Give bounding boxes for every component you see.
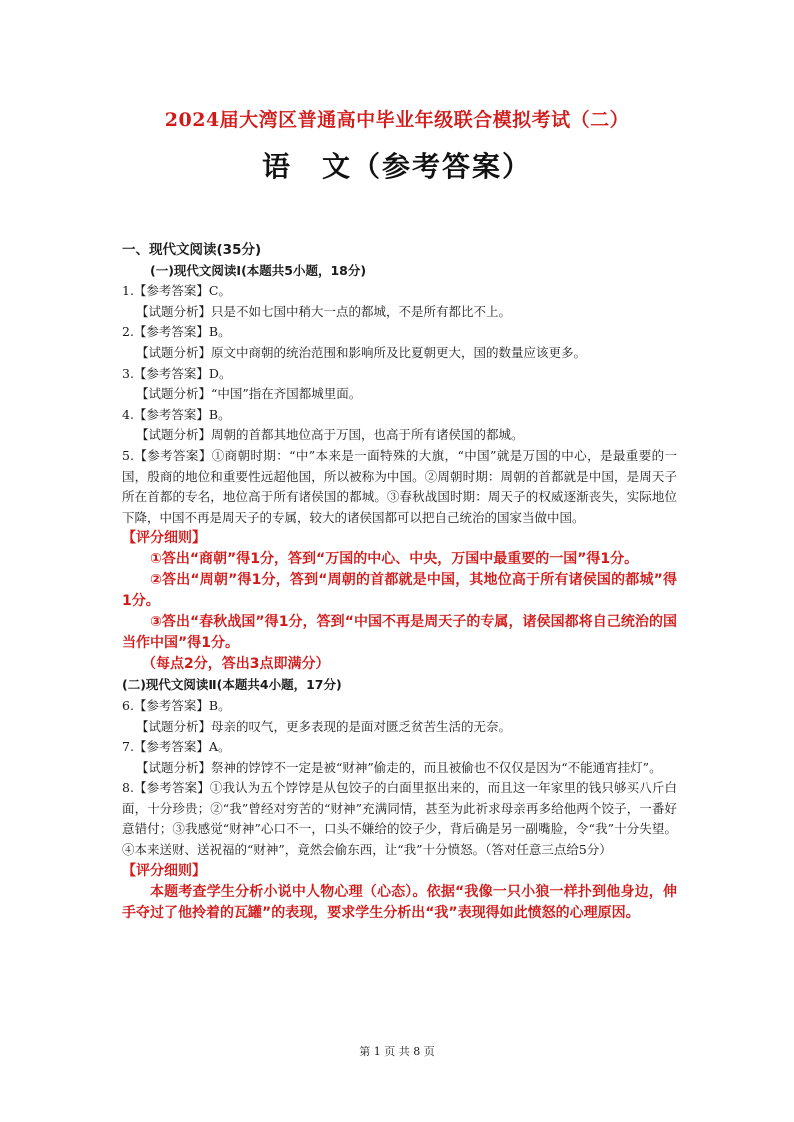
analysis-line: 【试题分析】原文中商朝的统治范围和影响所及比夏朝更大，国的数量应该更多。 [136,344,587,360]
rubric-heading: 【评分细则】 [122,862,206,879]
rubric-point: ③答出“春秋战国”得1分，答到“中国不再是周天子的专属，诸侯国都将自己统治的国当作中国”得1分。 [122,614,677,652]
answer-line: 6.【参考答案】B。 [122,697,231,713]
answer-paragraph: 8.【参考答案】①我认为五个饽饽是从包饺子的白面里抠出来的，而且这一年家里的钱只够买八斤白面，十分珍贵；②“我”曾经对穷苦的“财神”充满同情，甚至为此祈求母亲再多给他两个饺子，一番好意错付；③我感觉“财神”心口不一，口头不嫌给的饺子少，背后确是另一副嘴脸，令“我”十分失望。④本来送财、送祝福的“财神”，竟然会偷东西，让“我”十分愤怒。（答对任意三点给5分） [122,780,677,858]
rubric-heading: 【评分细则】 [122,530,206,547]
analysis-paragraph: 【试题分析】祭神的饽饽不一定是被“财神”偷走的，而且被偷也不仅仅是因为“不能通宵挂灯”。 [136,759,662,775]
analysis-line: 【试题分析】“中国”指在齐国都城里面。 [136,386,362,402]
section-heading: 一、现代文阅读(35分) [122,242,262,258]
subsection-heading: (一)现代文阅读Ⅰ(本题共5小题，18分) [150,262,367,278]
answer-line: 7.【参考答案】A。 [122,739,231,755]
answer-line: 3.【参考答案】D。 [122,365,232,381]
analysis-line: 【试题分析】只是不如七国中稍大一点的都城，不是所有都比不上。 [136,303,512,319]
answer-line: 4.【参考答案】B。 [122,406,231,422]
analysis-line: 【试题分析】母亲的叹气，更多表现的是面对匮乏贫苦生活的无奈。 [136,718,512,734]
rubric-point: 本题考查学生分析小说中人物心理（心态）。依据“我像一只小狼一样扑到他身边，伸手夺过了他拎着的瓦罐”的表现，要求学生分析出“我”表现得如此愤怒的心理原因。 [122,883,677,921]
subsection-heading: (二)现代文阅读Ⅱ(本题共4小题，17分) [122,677,342,693]
exam-title: 2024届大湾区普通高中毕业年级联合模拟考试（二） [164,109,630,131]
rubric-point: ①答出“商朝”得1分，答到“万国的中心、中央，万国中最重要的一国”得1分。 [150,551,639,568]
answer-content [122,240,677,924]
rubric-note: （每点2分，答出3点即满分） [142,656,330,673]
answer-paragraph: 5.【参考答案】①商朝时期：“中”本来是一面特殊的大旗，“中国”就是万国的中心，是最重要的一国，殷商的地位和重要性远超他国，所以被称为中国。②周朝时期：周朝的首都就是中国，是周天子所在首都的专名，地位高于所有诸侯国的都城。③春秋战国时期：周天子的权威逐渐丧失，实际地位下降，中国不再是周天子的专属，较大的诸侯国都可以把自己统治的国家当做中国。 [122,447,677,525]
rubric-point: ②答出“周朝”得1分，答到“周朝的首都就是中国，其地位高于所有诸侯国的都城”得1分。 [122,572,677,610]
page-footer: 第 1 页 共 8 页 [359,1045,435,1058]
exam-subtitle: 语 文（参考答案） [261,150,532,183]
answer-line: 2.【参考答案】B。 [122,324,231,340]
answer-line: 1.【参考答案】C。 [122,283,231,299]
analysis-line: 【试题分析】周朝的首都其地位高于万国，也高于所有诸侯国的都城。 [136,427,524,443]
